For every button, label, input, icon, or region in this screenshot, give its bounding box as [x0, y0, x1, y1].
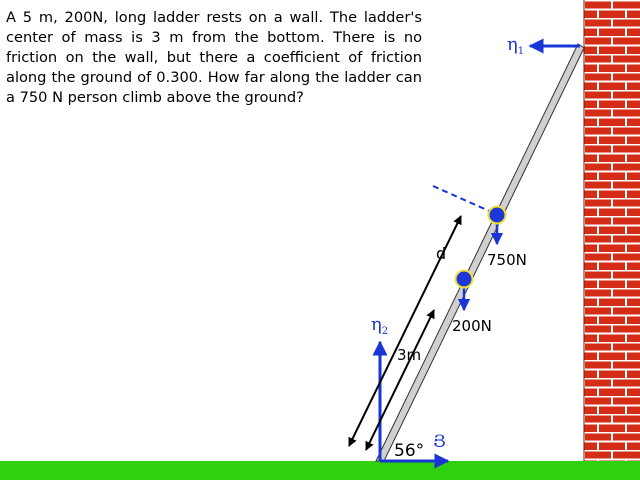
ground-normal-label: $\eta_2$: [371, 314, 389, 337]
problem-text: A 5 m, 200N, long ladder rests on a wall. The ladder's center of mass is 3 m from the bottom. There is no friction on the wall, but there a coefficient of friction along the ground of 0.300. How far along the ladder can a 750 N person climb above the ground?: [6, 9, 422, 106]
person-weight-label: 750N: [487, 251, 527, 269]
ladder-com-dot: [456, 271, 473, 288]
distance-3m-label: 3m: [397, 346, 422, 364]
angle-label: 56°: [394, 441, 425, 461]
friction-label: Յ: [433, 432, 446, 452]
brick-wall: [584, 0, 640, 462]
ground: [0, 461, 640, 480]
person-dashed-line: [433, 186, 496, 214]
person-mass-dot: [489, 207, 506, 224]
ladder-weight-label: 200N: [452, 317, 492, 335]
distance-d-label: d: [436, 244, 447, 263]
wall-normal-label: $\eta_1$: [507, 34, 525, 57]
